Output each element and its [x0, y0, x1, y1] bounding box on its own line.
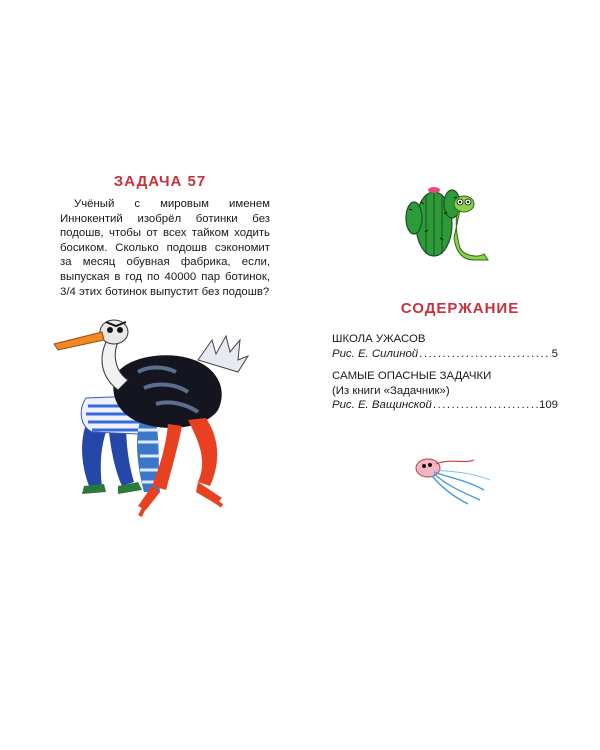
table-of-contents: [332, 332, 558, 421]
toc-page-number: 109: [538, 399, 558, 412]
toc-entry[interactable]: [332, 332, 558, 361]
ostrich-illustration: [48, 310, 254, 525]
toc-leader-dots: [419, 347, 551, 362]
toc-entry-credit-line: [332, 347, 558, 362]
toc-entry-credit: Рис. Е. Силиной: [332, 347, 419, 360]
toc-entry-credit: Рис. Е. Ващинской: [332, 399, 432, 412]
cactus-illustration: [404, 174, 498, 262]
toc-leader-dots: [433, 398, 538, 413]
toc-entry-title: САМЫЕ ОПАСНЫЕ ЗАДАЧКИ: [332, 370, 492, 383]
task-text: Учёный с мировым именем Иннокентий изобрёл ботинки без подошв, чтобы от всех тайком ходить босиком. Сколько подошв сэкономит за месяц обувная фабрика, если, выпуская в год по 40000 пар ботинок, 3/4 этих ботинок выпустит без подошв?: [60, 198, 270, 298]
toc-entry-subtitle: (Из книги «Задачник»): [332, 384, 450, 397]
task-title: ЗАДАЧА 57: [113, 173, 207, 190]
toc-entry[interactable]: [332, 369, 558, 413]
toc-page-number: 5: [551, 347, 558, 360]
fish-illustration: [410, 450, 494, 506]
toc-entry-credit-line: [332, 398, 558, 413]
toc-entry-title: ШКОЛА УЖАСОВ: [332, 333, 426, 345]
contents-title: СОДЕРЖАНИЕ: [400, 300, 520, 317]
